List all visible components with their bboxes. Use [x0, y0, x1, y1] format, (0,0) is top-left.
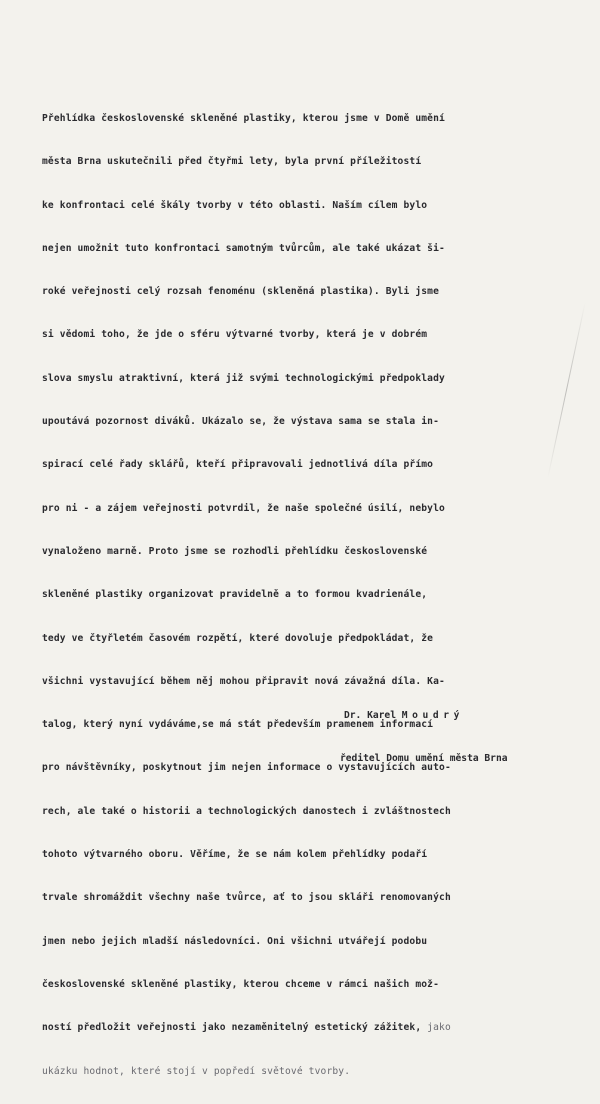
signature-prefix: Dr. Karel	[344, 710, 402, 721]
body-line-5: roké veřejnosti celý rozsah fenoménu (skleněná plastika). Byli jsme	[42, 286, 440, 298]
body-line-12: skleněné plastiky organizovat pravidelně a to formou kvadrienále,	[42, 589, 428, 601]
body-line-14: všichni vystavující během něj mohou připravit nová závažná díla. Ka-	[42, 675, 445, 687]
signature-name	[344, 705, 508, 726]
body-line-7: slova smyslu atraktivní, která již svými technologickými předpoklady	[42, 372, 445, 384]
body-line-2: města Brna uskutečnili před čtyřmi lety, byla první příležitostí	[42, 156, 422, 168]
letter-body	[42, 86, 590, 1104]
body-line-9: spirací celé řady sklářů, kteří připravovali jednotlivá díla přímo	[42, 459, 434, 471]
body-line-13: tedy ve čtyřletém časovém rozpětí, které dovoluje předpokládat, že	[42, 632, 434, 644]
body-line-20: jmen nebo jejich mladší následovníci. Oni všichni utvářejí podobu	[42, 935, 428, 947]
signature-surname: Moudrý	[401, 710, 465, 721]
body-line-23: ukázku hodnot, které stojí v popředí světové tvorby.	[42, 1065, 351, 1077]
body-line-21: československé skleněné plastiky, kterou chceme v rámci našich mož-	[42, 978, 440, 990]
body-line-10: pro ni - a zájem veřejnosti potvrdil, že naše společné úsilí, nebylo	[42, 502, 445, 514]
body-line-22: ností předložit veřejnosti jako nezaměnitelný estetický zážitek, jako	[42, 1022, 451, 1034]
signature-block	[340, 683, 508, 791]
body-line-17: rech, ale také o historii a technologických danostech i zvláštnostech	[42, 805, 451, 817]
body-line-19: trvale shromáždit všechny naše tvůrce, ať to jsou skláři renomovaných	[42, 892, 451, 904]
body-line-4: nejen umožnit tuto konfrontaci samotným tvůrcům, ale také ukázat ši-	[42, 242, 445, 254]
body-line-3: ke konfrontaci celé škály tvorby v této oblasti. Naším cílem bylo	[42, 199, 428, 211]
body-line-8: upoutává pozornost diváků. Ukázalo se, že výstava sama se stala in-	[42, 416, 440, 428]
signature-title: ředitel Domu umění města Brna	[340, 753, 508, 764]
body-line-18: tohoto výtvarného oboru. Věříme, že se nám kolem přehlídky podaří	[42, 849, 428, 861]
body-line-11: vynaloženo marně. Proto jsme se rozhodli přehlídku československé	[42, 545, 428, 557]
body-line-15: talog, který nyní vydáváme,se má stát především pramenem informací	[42, 719, 434, 731]
body-line-16: pro návštěvníky, poskytnout jim nejen informace o vystavujících auto-	[42, 762, 451, 774]
body-line-1: Přehlídka československé skleněné plastiky, kterou jsme v Domě umění	[42, 113, 445, 124]
body-line-6: si vědomi toho, že jde o sféru výtvarné tvorby, která je v dobrém	[42, 329, 428, 341]
body-line-22-tail: jako	[427, 1022, 451, 1034]
